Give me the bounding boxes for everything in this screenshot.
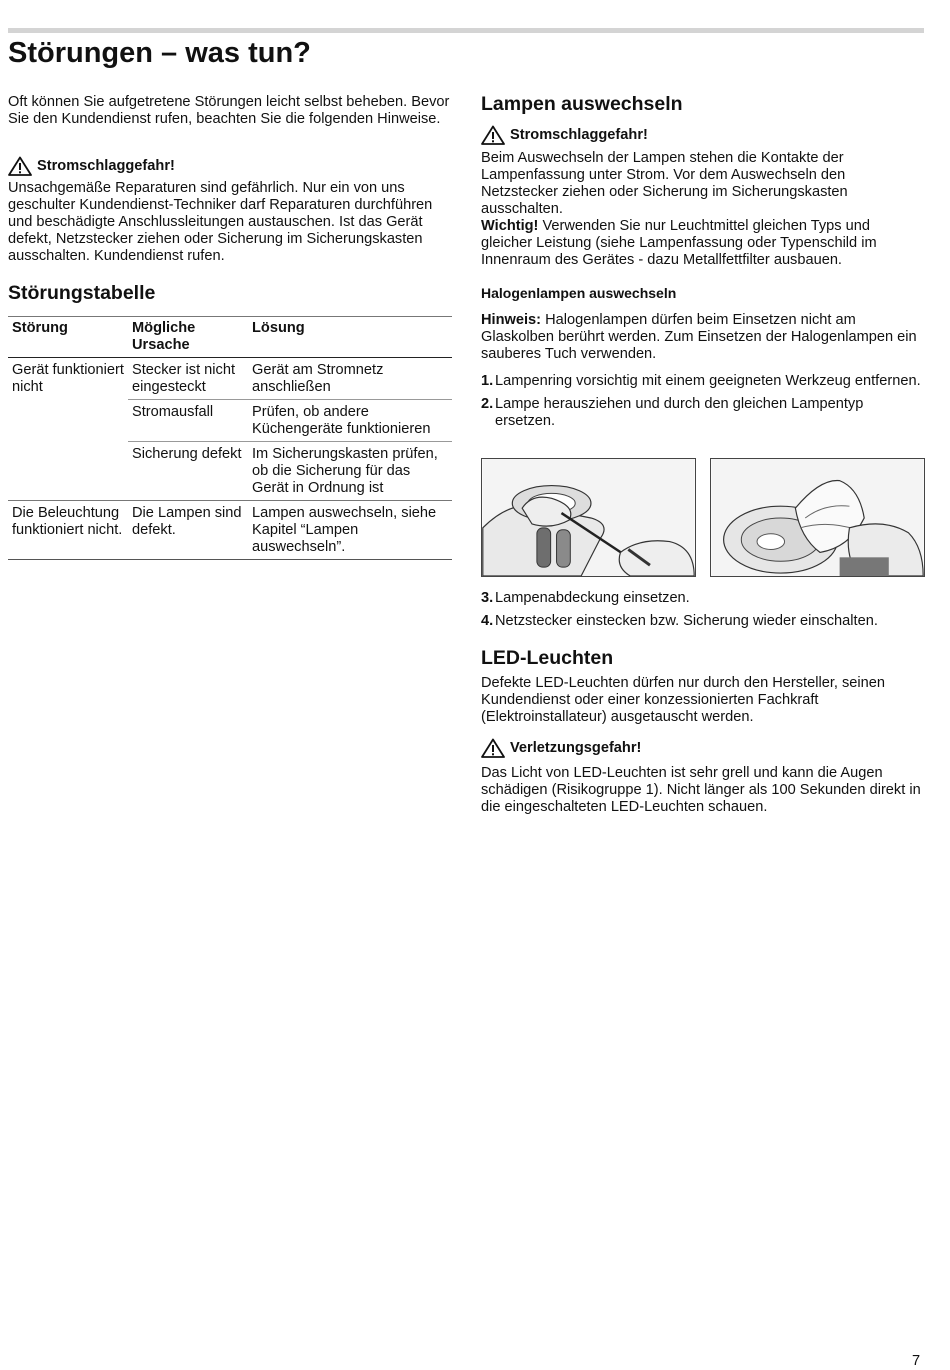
illustrations — [481, 458, 925, 577]
lamps-warning-text: Beim Auswechseln der Lampen stehen die Kontakte der Lampenfassung unter Strom. Vor dem Auswechseln den Netzstecker ziehen oder Sicherung im Sicherungskasten ausschalten. — [481, 150, 848, 217]
lamps-heading: Lampen auswechseln — [481, 93, 683, 115]
top-rule — [8, 28, 924, 33]
header-solution: Lösung — [248, 317, 452, 358]
injury-warning — [481, 738, 925, 758]
step-number: 2. — [481, 396, 494, 412]
warning-triangle-icon — [8, 156, 32, 176]
steps-list-b — [481, 590, 925, 630]
important-text: Verwenden Sie nur Leuchtmittel gleichen Typs und gleicher Leistung (siehe Lampenfassung oder Typenschild im Innenraum des Gerätes - dazu Metallfettfilter ausbauen. — [481, 218, 877, 268]
page-title: Störungen – was tun? — [8, 37, 311, 69]
led-heading: LED-Leuchten — [481, 647, 614, 669]
fault-cell: Gerät funktioniert nicht — [8, 358, 128, 501]
halogen-note — [481, 312, 925, 363]
lamp-replacement-illustration — [710, 458, 925, 577]
led-warning-text: Das Licht von LED-Leuchten ist sehr grell und kann die Augen schädigen (Risikogruppe 1). Nicht länger als 100 Sekunden direkt in die eingeschalteten LED-Leuchten schauen. — [481, 765, 921, 815]
note-text: Halogenlampen dürfen beim Einsetzen nicht am Glaskolben berührt werden. Zum Einsetzen der Halogenlampen ein sauberes Tuch verwenden. — [481, 312, 917, 362]
lamps-electric-warning — [481, 125, 925, 145]
step-text: Lampenring vorsichtig mit einem geeigneten Werkzeug entfernen. — [495, 373, 921, 389]
page-number: 7 — [912, 1353, 921, 1369]
step-text: Lampe herausziehen und durch den gleichen Lampentyp ersetzen. — [495, 396, 864, 429]
table-row — [8, 501, 452, 560]
hand-cloth-halogen-lamp-image — [711, 459, 924, 576]
list-item — [481, 373, 925, 390]
cause-cell: Die Lampen sind defekt. — [128, 501, 248, 560]
step-number: 4. — [481, 613, 494, 629]
cause-cell: Sicherung defekt — [128, 442, 248, 501]
step-text: Netzstecker einstecken bzw. Sicherung wieder einschalten. — [495, 613, 878, 629]
fault-table-heading: Störungstabelle — [8, 282, 156, 304]
header-fault: Störung — [8, 317, 128, 358]
warning-title: Verletzungsgefahr! — [510, 740, 642, 756]
fault-table — [8, 316, 452, 560]
cause-cell: Stecker ist nicht eingesteckt — [128, 358, 248, 400]
hand-tool-lamp-ring-image — [482, 459, 695, 576]
warning-triangle-icon — [481, 738, 505, 758]
intro-text: Oft können Sie aufgetretene Störungen leicht selbst beheben. Bevor Sie den Kundendienst rufen, beachten Sie die folgenden Hinweise. — [8, 94, 450, 127]
solution-cell: Gerät am Stromnetz anschließen — [248, 358, 452, 400]
step-text: Lampenabdeckung einsetzen. — [495, 590, 690, 606]
warning-title: Stromschlaggefahr! — [510, 127, 648, 143]
important-note — [481, 218, 925, 269]
steps-list-a — [481, 373, 925, 430]
list-item — [481, 613, 925, 630]
list-item — [481, 396, 925, 430]
cause-cell: Stromausfall — [128, 400, 248, 442]
warning-triangle-icon — [481, 125, 505, 145]
led-text: Defekte LED-Leuchten dürfen nur durch den Hersteller, seinen Kundendienst oder einer konzessionierten Fachkraft (Elektroinstallateur) ausgetauscht werden. — [481, 675, 885, 725]
warning-text: Unsachgemäße Reparaturen sind gefährlich. Nur ein von uns geschulter Kundendienst-Techniker darf Reparaturen durchführen und beschädigte Anschlussleitungen austauschen. Ist das Gerät defekt, Netzstecker ziehen oder Sicherung im Sicherungskasten ausschalten. Kundendienst rufen. — [8, 180, 433, 264]
electric-shock-warning — [8, 156, 452, 176]
header-cause: Mögliche Ursache — [128, 317, 248, 358]
fault-cell: Die Beleuchtung funktioniert nicht. — [8, 501, 128, 560]
step-number: 1. — [481, 373, 494, 389]
list-item — [481, 590, 925, 607]
table-row — [8, 358, 452, 400]
solution-cell: Lampen auswechseln, siehe Kapitel “Lampen auswechseln”. — [248, 501, 452, 560]
step-number: 3. — [481, 590, 494, 606]
table-header-row — [8, 317, 452, 358]
solution-cell: Im Sicherungskasten prüfen, ob die Sicherung für das Gerät in Ordnung ist — [248, 442, 452, 501]
halogen-heading: Halogenlampen auswechseln — [481, 285, 677, 301]
note-label: Hinweis: — [481, 312, 542, 328]
solution-cell: Prüfen, ob andere Küchengeräte funktionieren — [248, 400, 452, 442]
warning-title: Stromschlaggefahr! — [37, 158, 175, 174]
important-label: Wichtig! — [481, 218, 539, 234]
fault-table-wrapper — [8, 316, 452, 560]
lamp-ring-removal-illustration — [481, 458, 696, 577]
